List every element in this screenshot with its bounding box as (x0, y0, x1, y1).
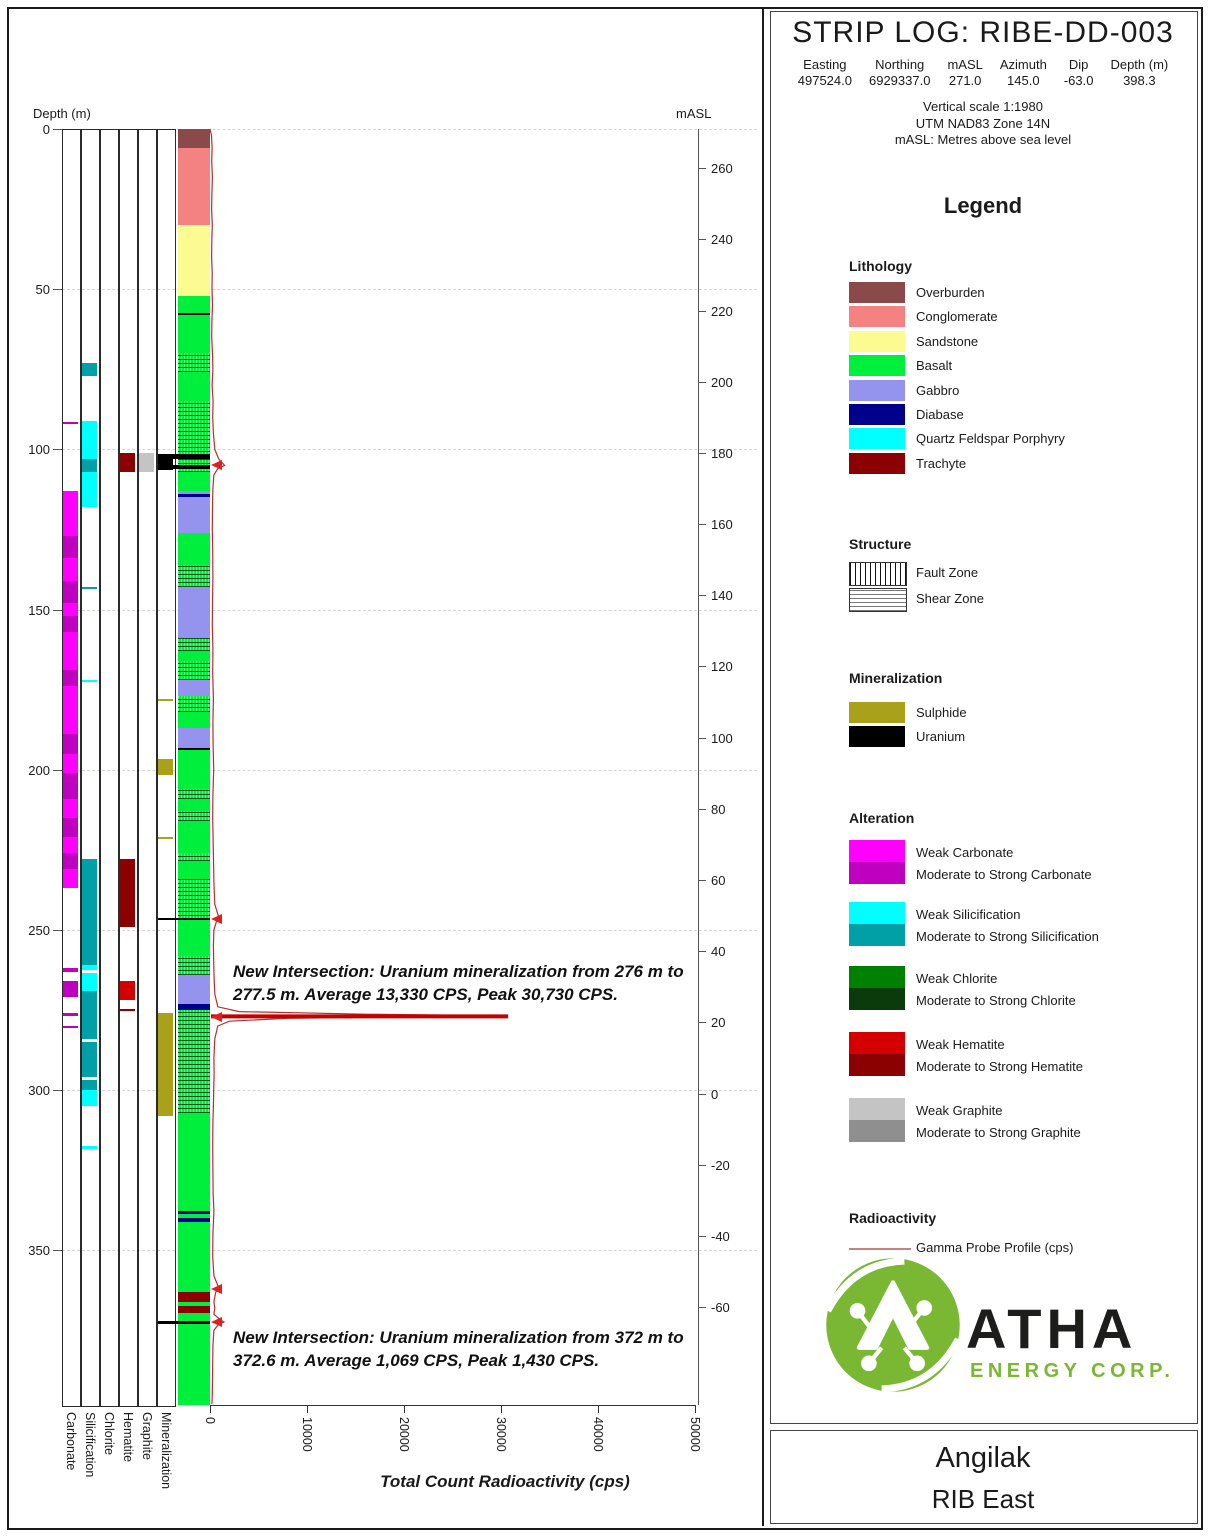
alteration-label-strong: Moderate to Strong Graphite (916, 1125, 1081, 1140)
depth-axis-title: Depth (m) (33, 106, 91, 121)
cps-tick (598, 1405, 599, 1413)
mineralization-label: Uranium (916, 728, 966, 744)
depth-tick (53, 1090, 62, 1091)
alteration-interval (82, 680, 97, 682)
collar-field-value: 497524.0 (797, 73, 852, 88)
masl-axis-title: mASL (676, 106, 712, 121)
alteration-interval (82, 1080, 97, 1090)
fault-zone-swatch (849, 562, 907, 586)
collar-field-label: Easting (803, 57, 847, 72)
alteration-interval (63, 818, 78, 837)
intersection-annotation: New Intersection: Uranium mineralization from 372 m to 372.6 m. Average 1,069 CPS, Peak 1,430 CPS. (233, 1328, 684, 1370)
masl-tick (698, 738, 706, 739)
gamma-legend-label: Gamma Probe Profile (cps) (916, 1240, 1074, 1255)
cps-tick (210, 1405, 211, 1413)
column-label: Chlorite (102, 1412, 116, 1456)
alteration-label-weak: Weak Graphite (916, 1103, 1003, 1118)
alteration-swatch-strong (849, 862, 905, 884)
mineralization-interval (158, 1013, 173, 1116)
lithology-interval (178, 587, 210, 638)
lithology-interval (178, 749, 210, 789)
depth-tick-label: 300 (28, 1083, 50, 1099)
alteration-interval (63, 491, 78, 536)
depth-tick-label: 350 (28, 1243, 50, 1259)
lithology-label: Sandstone (916, 333, 979, 349)
collar-field-label: Azimuth (999, 57, 1047, 72)
lithology-section-title: Lithology (849, 258, 912, 274)
depth-tick (53, 289, 62, 290)
alteration-interval (63, 734, 78, 753)
collar-field-value: -63.0 (1063, 73, 1094, 88)
utm-note: UTM NAD83 Zone 14N (915, 115, 1051, 131)
masl-tick (698, 524, 706, 525)
masl-tick-label: 80 (711, 801, 726, 817)
masl-tick-label: 160 (711, 517, 733, 533)
depth-tick-label: 0 (42, 122, 50, 137)
column-label: Mineralization (159, 1412, 173, 1490)
alteration-label-weak: Weak Silicification (916, 907, 1021, 922)
column-label: Hematite (121, 1412, 135, 1463)
lithology-interval (178, 296, 210, 354)
column-label: Graphite (140, 1412, 154, 1460)
alteration-interval (82, 991, 97, 1039)
lithology-interval (178, 861, 210, 879)
masl-tick-label: -60 (711, 1300, 730, 1316)
depth-tick-label: 250 (28, 922, 50, 938)
masl-tick-label: 220 (711, 303, 733, 319)
cps-tick-label: 50000 (688, 1417, 702, 1452)
alteration-interval (63, 799, 78, 818)
intersection-marker (211, 460, 222, 470)
structure-label: Fault Zone (916, 565, 979, 580)
lithology-interval (178, 148, 210, 225)
lithology-interval (178, 789, 210, 799)
depth-tick-label: 200 (28, 762, 50, 778)
lithology-interval (178, 1222, 210, 1292)
alteration-interval (63, 686, 78, 734)
collar-field-value: 6929337.0 (868, 73, 931, 88)
cps-tick-label: 10000 (300, 1417, 314, 1452)
alteration-interval (120, 1009, 135, 1012)
masl-tick (698, 168, 706, 169)
collar-field (1064, 57, 1094, 89)
intersection-marker (211, 914, 222, 924)
masl-tick-label: 240 (711, 232, 733, 248)
lithology-label: Diabase (916, 407, 964, 422)
masl-tick (698, 1307, 706, 1308)
uranium-band (158, 465, 210, 469)
masl-tick (698, 311, 706, 312)
alteration-interval (82, 1090, 97, 1106)
legend-title: Legend (943, 193, 1023, 218)
alteration-interval (63, 581, 78, 603)
alteration-swatch-weak (849, 902, 905, 924)
alteration-interval (63, 1013, 78, 1016)
lithology-swatch (849, 453, 905, 474)
lithology-interval (178, 651, 210, 661)
lithology-interval (178, 1113, 210, 1212)
alteration-interval (63, 773, 78, 799)
column-label: Carbonate (64, 1412, 78, 1471)
alteration-interval (63, 869, 78, 888)
alteration-interval (82, 421, 97, 459)
collar-field-label: mASL (947, 57, 983, 72)
alteration-interval (63, 603, 78, 616)
alteration-label-strong: Moderate to Strong Hematite (916, 1059, 1083, 1074)
atha-logo-icon (822, 1254, 964, 1396)
lithology-swatch (849, 355, 905, 376)
lithology-interval (178, 533, 210, 565)
alteration-interval (82, 859, 97, 965)
alteration-swatch-strong (849, 988, 905, 1010)
masl-tick (698, 1236, 706, 1237)
collar-info-row (771, 57, 1195, 89)
collar-field (1110, 57, 1168, 89)
page-title: STRIP LOG: RIBE-DD-003 (792, 16, 1174, 49)
right-panel-border (770, 11, 1198, 1424)
alteration-interval (120, 981, 135, 1000)
alteration-interval (82, 459, 97, 472)
alteration-interval (82, 363, 97, 376)
collar-field (1000, 57, 1047, 89)
cps-tick-label: 0 (203, 1417, 217, 1424)
cps-tick (695, 1405, 696, 1413)
masl-tick-label: 0 (711, 1086, 719, 1102)
mineralization-interval (158, 837, 173, 839)
lithology-swatch (849, 404, 905, 425)
mineralization-label: Sulphide (916, 705, 967, 720)
masl-tick-label: 100 (711, 730, 733, 746)
intersection-marker (211, 1012, 222, 1022)
structure-label: Shear Zone (916, 591, 984, 606)
masl-tick-label: 120 (711, 659, 733, 675)
lithology-swatch (849, 282, 905, 303)
structure-section-title: Structure (849, 536, 912, 552)
depth-tick (53, 129, 62, 130)
masl-axis-line (698, 129, 699, 1405)
masl-tick (698, 1022, 706, 1023)
lithology-interval (178, 728, 210, 749)
masl-tick-label: 180 (711, 445, 733, 461)
mineralization-interval (158, 699, 173, 701)
depth-tick (53, 930, 62, 931)
lithology-swatch (849, 380, 905, 401)
alteration-swatch-strong (849, 924, 905, 946)
masl-tick-label: 40 (711, 944, 726, 960)
lithology-label: Basalt (916, 358, 953, 374)
lithology-interval (178, 975, 210, 1004)
cps-tick (307, 1405, 308, 1413)
alteration-interval (120, 453, 135, 472)
uranium-band (158, 918, 210, 920)
alteration-interval (63, 968, 78, 971)
lithology-interval (178, 811, 210, 821)
alteration-interval (63, 1026, 78, 1028)
alteration-interval (63, 853, 78, 869)
alteration-interval (82, 1042, 97, 1077)
lithology-interval (178, 956, 210, 975)
depth-tick (53, 449, 62, 450)
collar-field-value: 271.0 (948, 73, 982, 88)
masl-tick (698, 880, 706, 881)
cps-tick-label: 30000 (494, 1417, 508, 1452)
project-name: Angilak (935, 1442, 1031, 1474)
strip-column-graphite (138, 129, 157, 1407)
header-notes (771, 99, 1195, 149)
alteration-interval (63, 536, 78, 558)
uranium-band (178, 748, 210, 750)
lithology-swatch (849, 331, 905, 352)
cps-tick-label: 20000 (397, 1417, 411, 1452)
masl-tick (698, 453, 706, 454)
alteration-swatch-strong (849, 1054, 905, 1076)
collar-field (869, 57, 930, 89)
alteration-label-strong: Moderate to Strong Silicification (916, 929, 1099, 944)
alteration-section-title: Alteration (849, 810, 915, 826)
uranium-band (158, 454, 210, 458)
masl-tick (698, 1165, 706, 1166)
alteration-interval (63, 754, 78, 773)
masl-tick-label: 200 (711, 374, 733, 390)
lithology-interval (178, 129, 210, 148)
alteration-interval (63, 422, 78, 424)
lithology-interval (178, 225, 210, 295)
masl-tick (698, 239, 706, 240)
masl-tick-label: -20 (711, 1157, 730, 1173)
lithology-label: Overburden (916, 285, 985, 300)
mineralization-swatch (849, 702, 905, 723)
lithology-interval (178, 565, 210, 587)
intersection-marker (211, 1284, 222, 1294)
alteration-interval (82, 965, 97, 970)
alteration-label-strong: Moderate to Strong Chlorite (916, 993, 1076, 1008)
lithology-interval (178, 821, 210, 853)
logo-subtitle: ENERGY CORP. (970, 1360, 1175, 1382)
alteration-interval (82, 1146, 97, 1149)
depth-tick (53, 770, 62, 771)
masl-tick (698, 666, 706, 667)
lithology-interval (178, 353, 210, 372)
lithology-interval (178, 1313, 210, 1405)
gamma-legend-line (849, 1248, 911, 1250)
collar-field (798, 57, 852, 89)
masl-tick-label: 60 (711, 873, 726, 889)
alteration-label-weak: Weak Carbonate (916, 845, 1014, 860)
alteration-swatch-weak (849, 1098, 905, 1120)
depth-tick-label: 150 (28, 602, 50, 618)
alteration-interval (82, 472, 97, 507)
masl-tick (698, 951, 706, 952)
intersection-annotation: New Intersection: Uranium mineralization from 276 m to 277.5 m. Average 13,330 CPS, Peak 30,730 CPS. (233, 962, 684, 1004)
alteration-interval (63, 837, 78, 853)
lithology-swatch (849, 306, 905, 327)
collar-field-value: 398.3 (1123, 73, 1156, 88)
shear-zone-swatch (849, 588, 907, 612)
logo-circle (826, 1258, 959, 1391)
alteration-swatch-strong (849, 1120, 905, 1142)
lithology-interval (178, 680, 210, 696)
lithology-interval (178, 661, 210, 680)
collar-field-label: Northing (875, 57, 925, 72)
masl-tick-label: 20 (711, 1015, 726, 1031)
alteration-interval (120, 859, 135, 926)
intersection-marker (211, 1317, 222, 1327)
mineralization-section-title: Mineralization (849, 670, 943, 686)
uranium-band (178, 313, 210, 315)
collar-field-label: Dip (1068, 57, 1089, 72)
depth-tick (53, 610, 62, 611)
radioactivity-section-title: Radioactivity (849, 1210, 937, 1226)
depth-tick-label: 50 (35, 282, 50, 298)
alteration-label-weak: Weak Chlorite (916, 971, 998, 986)
masl-tick (698, 382, 706, 383)
area-name: RIB East (931, 1484, 1035, 1514)
strip-column-chlorite (100, 129, 119, 1407)
collar-field-label: Depth (m) (1110, 57, 1169, 72)
collar-field (947, 57, 982, 89)
masl-tick (698, 595, 706, 596)
alteration-interval (63, 981, 78, 997)
lithology-interval (178, 799, 210, 812)
cps-tick (404, 1405, 405, 1413)
alteration-swatch-weak (849, 1032, 905, 1054)
alteration-label-strong: Moderate to Strong Carbonate (916, 867, 1092, 882)
cps-tick-label: 40000 (591, 1417, 605, 1452)
lithology-label: Conglomerate (916, 309, 998, 325)
cps-axis-title: Total Count Radioactivity (cps) (380, 1472, 630, 1491)
strip-column-hematite (119, 129, 138, 1407)
alteration-interval (139, 453, 154, 472)
alteration-swatch-weak (849, 966, 905, 988)
alteration-interval (63, 616, 78, 632)
lithology-interval (178, 712, 210, 728)
masl-tick-label: -40 (711, 1229, 730, 1245)
depth-tick-label: 100 (28, 442, 50, 458)
lithology-interval (178, 497, 210, 533)
lithology-label: Trachyte (916, 455, 967, 471)
collar-field-value: 145.0 (1007, 73, 1040, 88)
mineralization-interval (158, 759, 173, 775)
strip-column-silicification (81, 129, 100, 1407)
alteration-interval (63, 670, 78, 686)
scale-note: Vertical scale 1:1980 (923, 99, 1043, 114)
masl-tick-label: 140 (711, 588, 733, 604)
lithology-interval (178, 920, 210, 955)
lithology-interval (178, 696, 210, 712)
lithology-interval (178, 401, 210, 471)
masl-tick (698, 1094, 706, 1095)
depth-tick (53, 1250, 62, 1251)
lithology-label: Gabbro (916, 382, 960, 398)
alteration-label-weak: Weak Hematite (916, 1037, 1005, 1052)
lithology-interval (178, 1292, 210, 1302)
lithology-swatch (849, 428, 905, 449)
logo-wordmark: ATHA (966, 1297, 1138, 1360)
lithology-interval (178, 472, 210, 491)
cps-axis-line (210, 1405, 695, 1406)
alteration-interval (82, 587, 97, 589)
masl-note: mASL: Metres above sea level (894, 132, 1072, 147)
lithology-interval (178, 1010, 210, 1113)
uranium-band (158, 1321, 210, 1323)
masl-tick-label: 260 (711, 161, 733, 177)
lithology-interval (178, 879, 210, 921)
lithology-interval (178, 853, 210, 861)
masl-tick (698, 809, 706, 810)
lithology-interval (178, 372, 210, 401)
lithology-label: Quartz Feldspar Porphyry (916, 431, 1065, 447)
alteration-interval (63, 632, 78, 670)
alteration-swatch-weak (849, 840, 905, 862)
column-label: Silicification (83, 1412, 97, 1478)
alteration-interval (63, 558, 78, 580)
alteration-interval (82, 973, 97, 991)
cps-tick (501, 1405, 502, 1413)
lithology-interval (178, 638, 210, 651)
mineralization-swatch (849, 726, 905, 747)
